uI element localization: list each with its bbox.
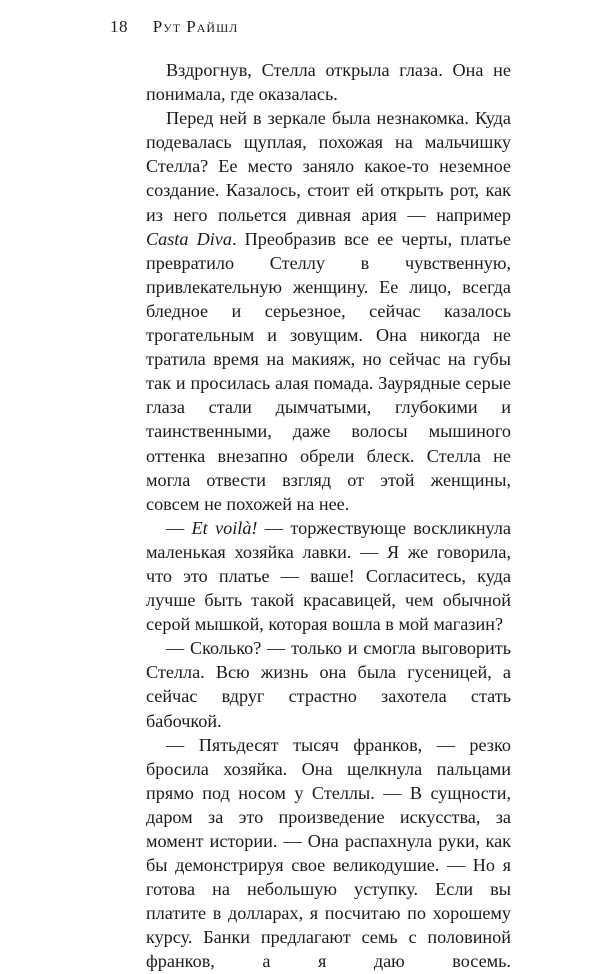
- paragraph-3-text: — торжествующе воскликнула маленькая хозяйка лавки. — Я же говорила, что это платье — ваше! Согласитесь, куда лучше быть такой красавицей, чем обычной серой мышкой, которая вошла в мой магазин?: [146, 517, 511, 635]
- paragraph-4: — Сколько? — только и смогла выговорить Стелла. Всю жизнь она была гусеницей, а сейчас вдруг страстно захотела стать бабочкой.: [146, 638, 511, 731]
- body-text: [146, 58, 511, 974]
- italic-casta-diva: Casta Diva: [146, 228, 232, 249]
- paragraph-2: [146, 106, 511, 516]
- paragraph-1: Вздрогнув, Стелла открыла глаза. Она не понимала, где оказалась.: [146, 60, 511, 105]
- page-number: 18: [110, 17, 128, 36]
- paragraph-3: [146, 516, 511, 636]
- paragraph-2-text-start: Перед ней в зеркале была незнакомка. Куда подевалась щуплая, похожая на мальчишку Стелла? Ее место заняло какое-то неземное создание. Казалось, стоит ей открыть рот, как из него польется дивная ария — например: [146, 108, 511, 225]
- running-head-author: Рут Райшл: [152, 17, 239, 36]
- italic-et-voila: Et voilà!: [191, 517, 258, 538]
- paragraph-3-dash: —: [166, 517, 192, 538]
- paragraph-2-text-end: . Преобразив все ее черты, платье превратило Стеллу в чувственную, привлекательную женщину. Ее лицо, всегда бледное и серьезное, сейчас казалось трогательным и зовущим. Она никогда не тратила время на макияж, но сейчас на губы так и просилась алая помада. Заурядные серые глаза стали дымчатыми, глубокими и таинственными, даже волосы мышиного оттенка внезапно обрели блеск. Стелла не могла отвести взгляд от этой женщины, совсем не похожей на нее.: [146, 228, 512, 514]
- running-head: [110, 17, 238, 37]
- paragraph-5: — Пятьдесят тысяч франков, — резко бросила хозяйка. Она щелкнула пальцами прямо под носом у Стеллы. — В сущности, даром за это произведение искусства, за момент истории. — Она распахнула руки, как бы демонстрируя свое великодушие. — Но я готова на небольшую уступку. Если вы платите в долларах, я посчитаю по хорошему курсу. Банки предлагают семь с половиной франков, а я даю восемь.: [146, 734, 511, 972]
